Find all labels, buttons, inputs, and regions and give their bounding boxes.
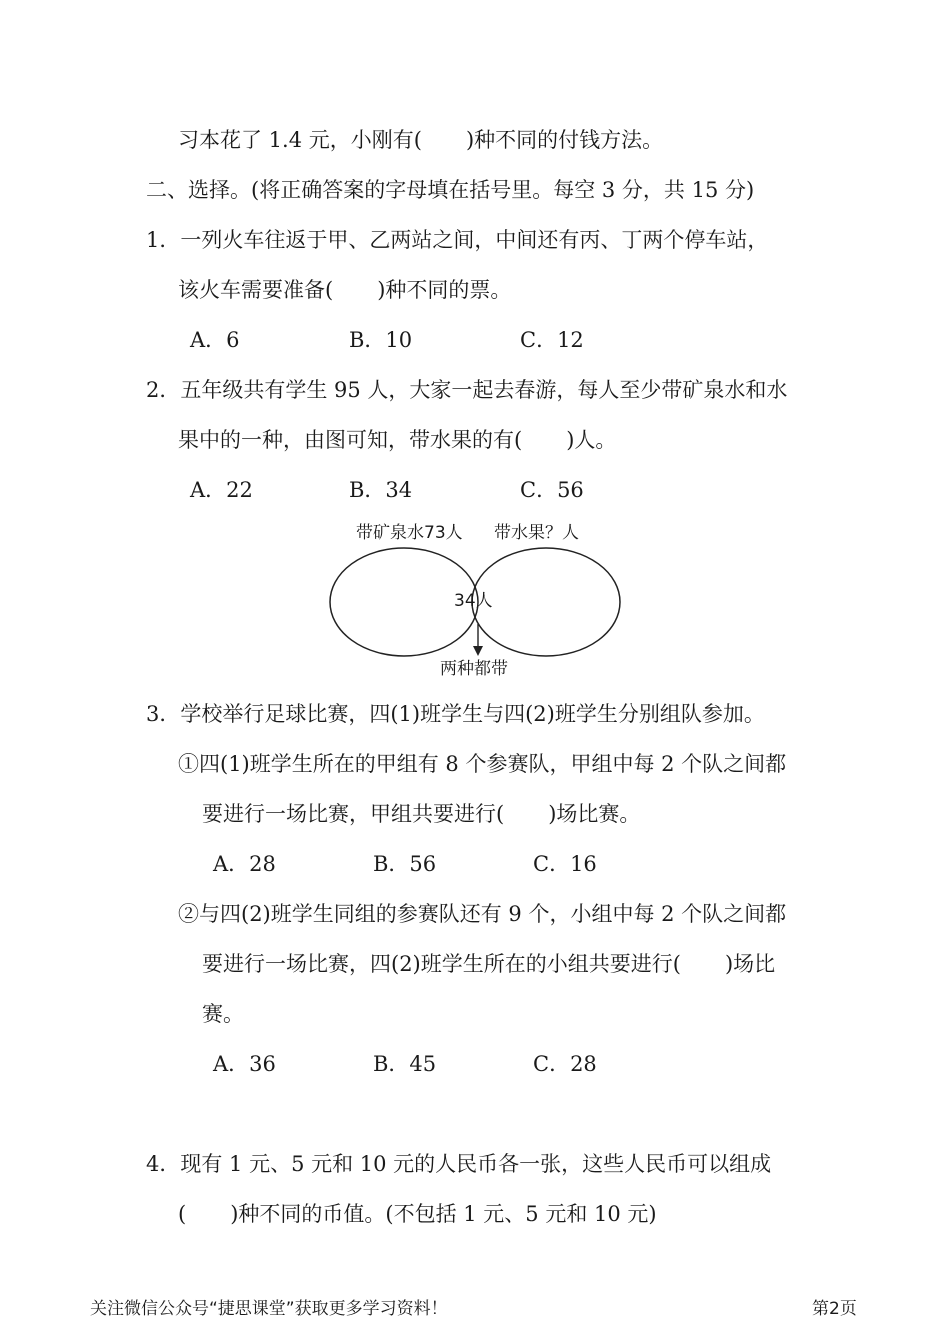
q2-line1: 2．五年级共有学生 95 人，大家一起去春游，每人至少带矿泉水和水 bbox=[146, 378, 788, 402]
q3-sub2-option-a[interactable]: A．36 bbox=[213, 1052, 276, 1076]
q3-sub1-option-b[interactable]: B．56 bbox=[373, 852, 437, 876]
q2-option-c[interactable]: C．56 bbox=[520, 478, 584, 502]
q3-sub2-line1: ②与四(2)班学生同组的参赛队还有 9 个，小组中每 2 个队之间都 bbox=[178, 902, 787, 926]
prev-question-line: 习本花了 1.4 元，小刚有( )种不同的付钱方法。 bbox=[178, 128, 664, 152]
page-number: 第2页 bbox=[812, 1299, 857, 1319]
venn-arrow-label: 两种都带 bbox=[440, 659, 508, 679]
q2-option-a[interactable]: A．22 bbox=[190, 478, 253, 502]
q4-line2: ( )种不同的币值。(不包括 1 元、5 元和 10 元) bbox=[178, 1202, 657, 1226]
venn-left-label: 带矿泉水73人 bbox=[356, 523, 463, 543]
footer-promo: 关注微信公众号“捷思课堂”获取更多学习资料！ bbox=[90, 1299, 448, 1319]
venn-diagram bbox=[300, 512, 640, 682]
q3-sub1-option-c[interactable]: C．16 bbox=[533, 852, 597, 876]
q1-option-b[interactable]: B．10 bbox=[349, 328, 413, 352]
q2-option-b[interactable]: B．34 bbox=[349, 478, 413, 502]
q1-option-a[interactable]: A．6 bbox=[190, 328, 240, 352]
q3-sub1-option-a[interactable]: A．28 bbox=[213, 852, 276, 876]
q3-sub2-option-b[interactable]: B．45 bbox=[373, 1052, 437, 1076]
venn-right-label: 带水果？人 bbox=[494, 523, 579, 543]
q3-sub1-line1: ①四(1)班学生所在的甲组有 8 个参赛队，甲组中每 2 个队之间都 bbox=[178, 752, 787, 776]
q3-sub1-line2: 要进行一场比赛，甲组共要进行( )场比赛。 bbox=[202, 802, 641, 826]
venn-center-label: 34人 bbox=[454, 591, 493, 611]
q1-option-c[interactable]: C．12 bbox=[520, 328, 584, 352]
venn-right-circle bbox=[472, 548, 620, 656]
q3-line1: 3．学校举行足球比赛，四(1)班学生与四(2)班学生分别组队参加。 bbox=[146, 702, 765, 726]
q1-line1: 1．一列火车往返于甲、乙两站之间，中间还有丙、丁两个停车站， bbox=[146, 228, 769, 252]
q1-line2: 该火车需要准备( )种不同的票。 bbox=[178, 278, 512, 302]
q4-line1: 4．现有 1 元、5 元和 10 元的人民币各一张，这些人民币可以组成 bbox=[146, 1152, 772, 1176]
q3-sub2-option-c[interactable]: C．28 bbox=[533, 1052, 597, 1076]
venn-arrow-head bbox=[473, 646, 483, 656]
q3-sub2-line3: 赛。 bbox=[202, 1002, 244, 1026]
section-heading: 二、选择。(将正确答案的字母填在括号里。每空 3 分，共 15 分) bbox=[146, 178, 755, 202]
q3-sub2-line2: 要进行一场比赛，四(2)班学生所在的小组共要进行( )场比 bbox=[202, 952, 776, 976]
q2-line2: 果中的一种，由图可知，带水果的有( )人。 bbox=[178, 428, 617, 452]
